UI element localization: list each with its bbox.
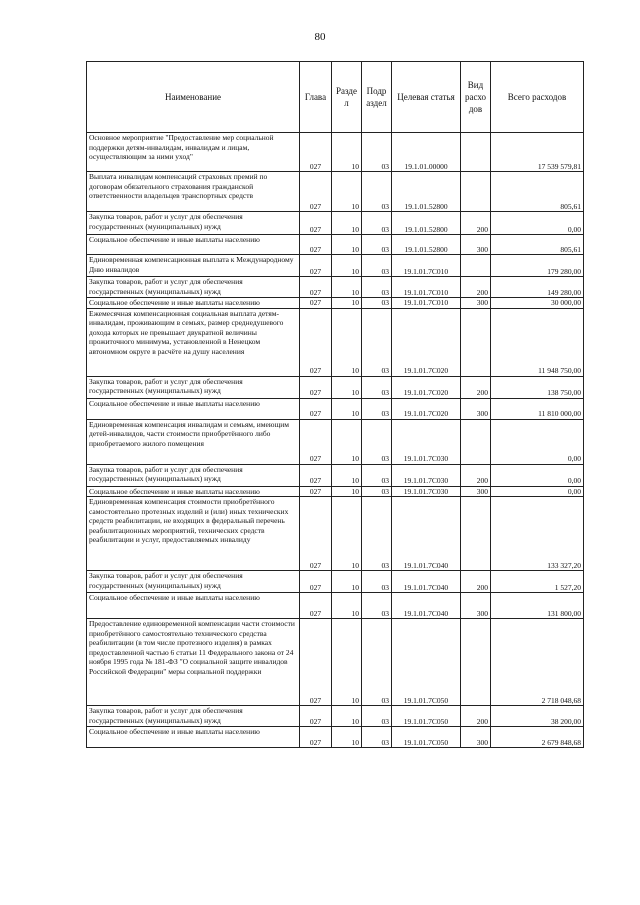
row-razdel: 10	[332, 235, 362, 255]
row-target-article: 19.1.01.7С020	[392, 376, 461, 398]
row-name: Закупка товаров, работ и услуг для обеспечения государственных (муниципальных) нужд	[87, 706, 300, 727]
row-podrazdel: 03	[362, 464, 392, 486]
row-razdel: 10	[332, 419, 362, 464]
row-total: 30 000,00	[491, 298, 584, 309]
row-glava: 027	[300, 464, 332, 486]
table-row	[87, 133, 584, 172]
row-expense-type	[461, 419, 491, 464]
row-name: Социальное обеспечение и иные выплаты населению	[87, 593, 300, 619]
row-expense-type: 300	[461, 298, 491, 309]
table-body	[87, 133, 584, 748]
row-expense-type	[461, 497, 491, 571]
row-expense-type: 200	[461, 277, 491, 298]
budget-table	[86, 61, 584, 748]
row-name: Закупка товаров, работ и услуг для обеспечения государственных (муниципальных) нужд	[87, 277, 300, 298]
row-name: Закупка товаров, работ и услуг для обеспечения государственных (муниципальных) нужд	[87, 376, 300, 398]
row-target-article: 19.1.01.7С040	[392, 497, 461, 571]
row-podrazdel: 03	[362, 619, 392, 706]
row-podrazdel: 03	[362, 706, 392, 727]
header-total-expenses: Всего расходов	[491, 62, 584, 133]
row-name: Выплата инвалидам компенсаций страховых премий по договорам обязательного страхования гражданской ответственности владельцев транспортных средств	[87, 172, 300, 212]
row-total: 138 750,00	[491, 376, 584, 398]
row-razdel: 10	[332, 255, 362, 277]
row-podrazdel: 03	[362, 277, 392, 298]
row-razdel: 10	[332, 593, 362, 619]
row-name: Закупка товаров, работ и услуг для обеспечения государственных (муниципальных) нужд	[87, 571, 300, 593]
row-target-article: 19.1.01.7С040	[392, 571, 461, 593]
row-target-article: 19.1.01.52800	[392, 172, 461, 212]
row-total: 805,61	[491, 172, 584, 212]
row-target-article: 19.1.01.7С050	[392, 619, 461, 706]
row-razdel: 10	[332, 619, 362, 706]
row-podrazdel: 03	[362, 376, 392, 398]
row-razdel: 10	[332, 727, 362, 748]
row-expense-type: 200	[461, 212, 491, 235]
row-expense-type	[461, 133, 491, 172]
row-total: 0,00	[491, 464, 584, 486]
table-row	[87, 212, 584, 235]
row-name: Основное мероприятие "Предоставление мер социальной поддержки детям-инвалидам, инвалидам и лицам, осуществляющим за ними уход"	[87, 133, 300, 172]
header-podrazdel: Подр аздел	[362, 62, 392, 133]
table-row	[87, 497, 584, 571]
row-razdel: 10	[332, 706, 362, 727]
row-podrazdel: 03	[362, 255, 392, 277]
row-razdel: 10	[332, 133, 362, 172]
row-glava: 027	[300, 172, 332, 212]
row-name: Социальное обеспечение и иные выплаты населению	[87, 235, 300, 255]
row-total: 2 718 048,68	[491, 619, 584, 706]
row-razdel: 10	[332, 298, 362, 309]
row-razdel: 10	[332, 308, 362, 376]
table-row	[87, 571, 584, 593]
row-target-article: 19.1.01.7С010	[392, 255, 461, 277]
row-name: Ежемесячная компенсационная социальная выплата детям-инвалидам, проживающим в семьях, размер среднедушевого дохода которых не превышает двукратной величины прожиточного минимума, установленной в Ненецком автономном округе в расчёте на душу населения	[87, 308, 300, 376]
row-podrazdel: 03	[362, 308, 392, 376]
header-name: Наименование	[87, 62, 300, 133]
table-row	[87, 255, 584, 277]
row-target-article: 19.1.01.7С030	[392, 464, 461, 486]
row-name: Социальное обеспечение и иные выплаты населению	[87, 486, 300, 497]
row-podrazdel: 03	[362, 497, 392, 571]
row-glava: 027	[300, 497, 332, 571]
row-glava: 027	[300, 298, 332, 309]
table-row	[87, 419, 584, 464]
row-target-article: 19.1.01.52800	[392, 235, 461, 255]
row-expense-type: 300	[461, 398, 491, 419]
row-expense-type: 300	[461, 727, 491, 748]
row-target-article: 19.1.01.7С030	[392, 419, 461, 464]
row-name: Социальное обеспечение и иные выплаты населению	[87, 727, 300, 748]
row-target-article: 19.1.01.52800	[392, 212, 461, 235]
row-name: Предоставление единовременной компенсации части стоимости приобретённого самостоятельно технического средства реабилитации (в том числе протезного изделия) в рамках предоставленной частью 6 статьи 11 Федерального закона от 24 ноября 1995 года № 181-ФЗ "О социальной защите инвалидов Российской Федерации" меры социальной поддержки	[87, 619, 300, 706]
row-razdel: 10	[332, 497, 362, 571]
table-row	[87, 277, 584, 298]
row-expense-type	[461, 255, 491, 277]
row-total: 179 280,00	[491, 255, 584, 277]
row-razdel: 10	[332, 571, 362, 593]
row-target-article: 19.1.01.00000	[392, 133, 461, 172]
row-total: 2 679 848,68	[491, 727, 584, 748]
header-glava: Глава	[300, 62, 332, 133]
row-total: 805,61	[491, 235, 584, 255]
row-target-article: 19.1.01.7С020	[392, 398, 461, 419]
row-glava: 027	[300, 235, 332, 255]
row-podrazdel: 03	[362, 593, 392, 619]
table-row	[87, 706, 584, 727]
row-podrazdel: 03	[362, 133, 392, 172]
row-name: Закупка товаров, работ и услуг для обеспечения государственных (муниципальных) нужд	[87, 212, 300, 235]
row-glava: 027	[300, 486, 332, 497]
table-header	[87, 62, 584, 133]
header-target-article: Целевая статья	[392, 62, 461, 133]
row-total: 0,00	[491, 419, 584, 464]
row-name: Единовременная компенсационная выплата к Международному Дню инвалидов	[87, 255, 300, 277]
row-glava: 027	[300, 398, 332, 419]
row-name: Социальное обеспечение и иные выплаты населению	[87, 398, 300, 419]
row-glava: 027	[300, 619, 332, 706]
table-row	[87, 308, 584, 376]
row-expense-type: 200	[461, 706, 491, 727]
row-glava: 027	[300, 212, 332, 235]
row-razdel: 10	[332, 376, 362, 398]
row-glava: 027	[300, 593, 332, 619]
row-razdel: 10	[332, 464, 362, 486]
row-name: Закупка товаров, работ и услуг для обеспечения государственных (муниципальных) нужд	[87, 464, 300, 486]
row-target-article: 19.1.01.7С020	[392, 308, 461, 376]
row-name: Социальное обеспечение и иные выплаты населению	[87, 298, 300, 309]
row-total: 133 327,20	[491, 497, 584, 571]
row-total: 0,00	[491, 212, 584, 235]
row-glava: 027	[300, 419, 332, 464]
table-row	[87, 172, 584, 212]
row-target-article: 19.1.01.7С050	[392, 706, 461, 727]
row-expense-type	[461, 172, 491, 212]
row-total: 11 948 750,00	[491, 308, 584, 376]
row-expense-type: 300	[461, 235, 491, 255]
row-expense-type: 300	[461, 486, 491, 497]
row-glava: 027	[300, 308, 332, 376]
row-target-article: 19.1.01.7С050	[392, 727, 461, 748]
table-row	[87, 486, 584, 497]
row-name: Единовременная компенсация стоимости приобретённого самостоятельно протезных изделий и (или) иных технических средств реабилитации, не входящих в федеральный перечень реабилитационных мероприятий, технических средств реабилитации и услуг, предоставляемых инвалиду	[87, 497, 300, 571]
row-podrazdel: 03	[362, 235, 392, 255]
row-total: 17 539 579,81	[491, 133, 584, 172]
row-total: 38 200,00	[491, 706, 584, 727]
row-podrazdel: 03	[362, 486, 392, 497]
table-row	[87, 376, 584, 398]
row-podrazdel: 03	[362, 398, 392, 419]
row-expense-type: 200	[461, 376, 491, 398]
row-podrazdel: 03	[362, 419, 392, 464]
row-glava: 027	[300, 277, 332, 298]
table-row	[87, 298, 584, 309]
header-expense-type: Вид расхо дов	[461, 62, 491, 133]
table-row	[87, 398, 584, 419]
row-expense-type: 200	[461, 464, 491, 486]
row-name: Единовременная компенсация инвалидам и семьям, имеющим детей-инвалидов, части стоимости приобретённого либо приобретаемого жилого помещения	[87, 419, 300, 464]
row-expense-type	[461, 619, 491, 706]
row-total: 131 800,00	[491, 593, 584, 619]
row-total: 0,00	[491, 486, 584, 497]
row-podrazdel: 03	[362, 172, 392, 212]
page-number: 80	[314, 31, 326, 43]
row-razdel: 10	[332, 486, 362, 497]
row-target-article: 19.1.01.7С040	[392, 593, 461, 619]
row-expense-type	[461, 308, 491, 376]
row-razdel: 10	[332, 212, 362, 235]
row-total: 1 527,20	[491, 571, 584, 593]
row-glava: 027	[300, 376, 332, 398]
row-razdel: 10	[332, 277, 362, 298]
row-razdel: 10	[332, 172, 362, 212]
table-row	[87, 619, 584, 706]
row-podrazdel: 03	[362, 571, 392, 593]
table-row	[87, 593, 584, 619]
table-row	[87, 235, 584, 255]
row-target-article: 19.1.01.7С010	[392, 277, 461, 298]
row-podrazdel: 03	[362, 727, 392, 748]
row-razdel: 10	[332, 398, 362, 419]
table-row	[87, 727, 584, 748]
row-podrazdel: 03	[362, 298, 392, 309]
row-target-article: 19.1.01.7С010	[392, 298, 461, 309]
row-glava: 027	[300, 133, 332, 172]
row-target-article: 19.1.01.7С030	[392, 486, 461, 497]
row-total: 11 810 000,00	[491, 398, 584, 419]
row-glava: 027	[300, 255, 332, 277]
row-total: 149 280,00	[491, 277, 584, 298]
row-glava: 027	[300, 727, 332, 748]
row-expense-type: 200	[461, 571, 491, 593]
row-podrazdel: 03	[362, 212, 392, 235]
header-razdel: Разде л	[332, 62, 362, 133]
row-glava: 027	[300, 571, 332, 593]
table-row	[87, 464, 584, 486]
row-expense-type: 300	[461, 593, 491, 619]
row-glava: 027	[300, 706, 332, 727]
